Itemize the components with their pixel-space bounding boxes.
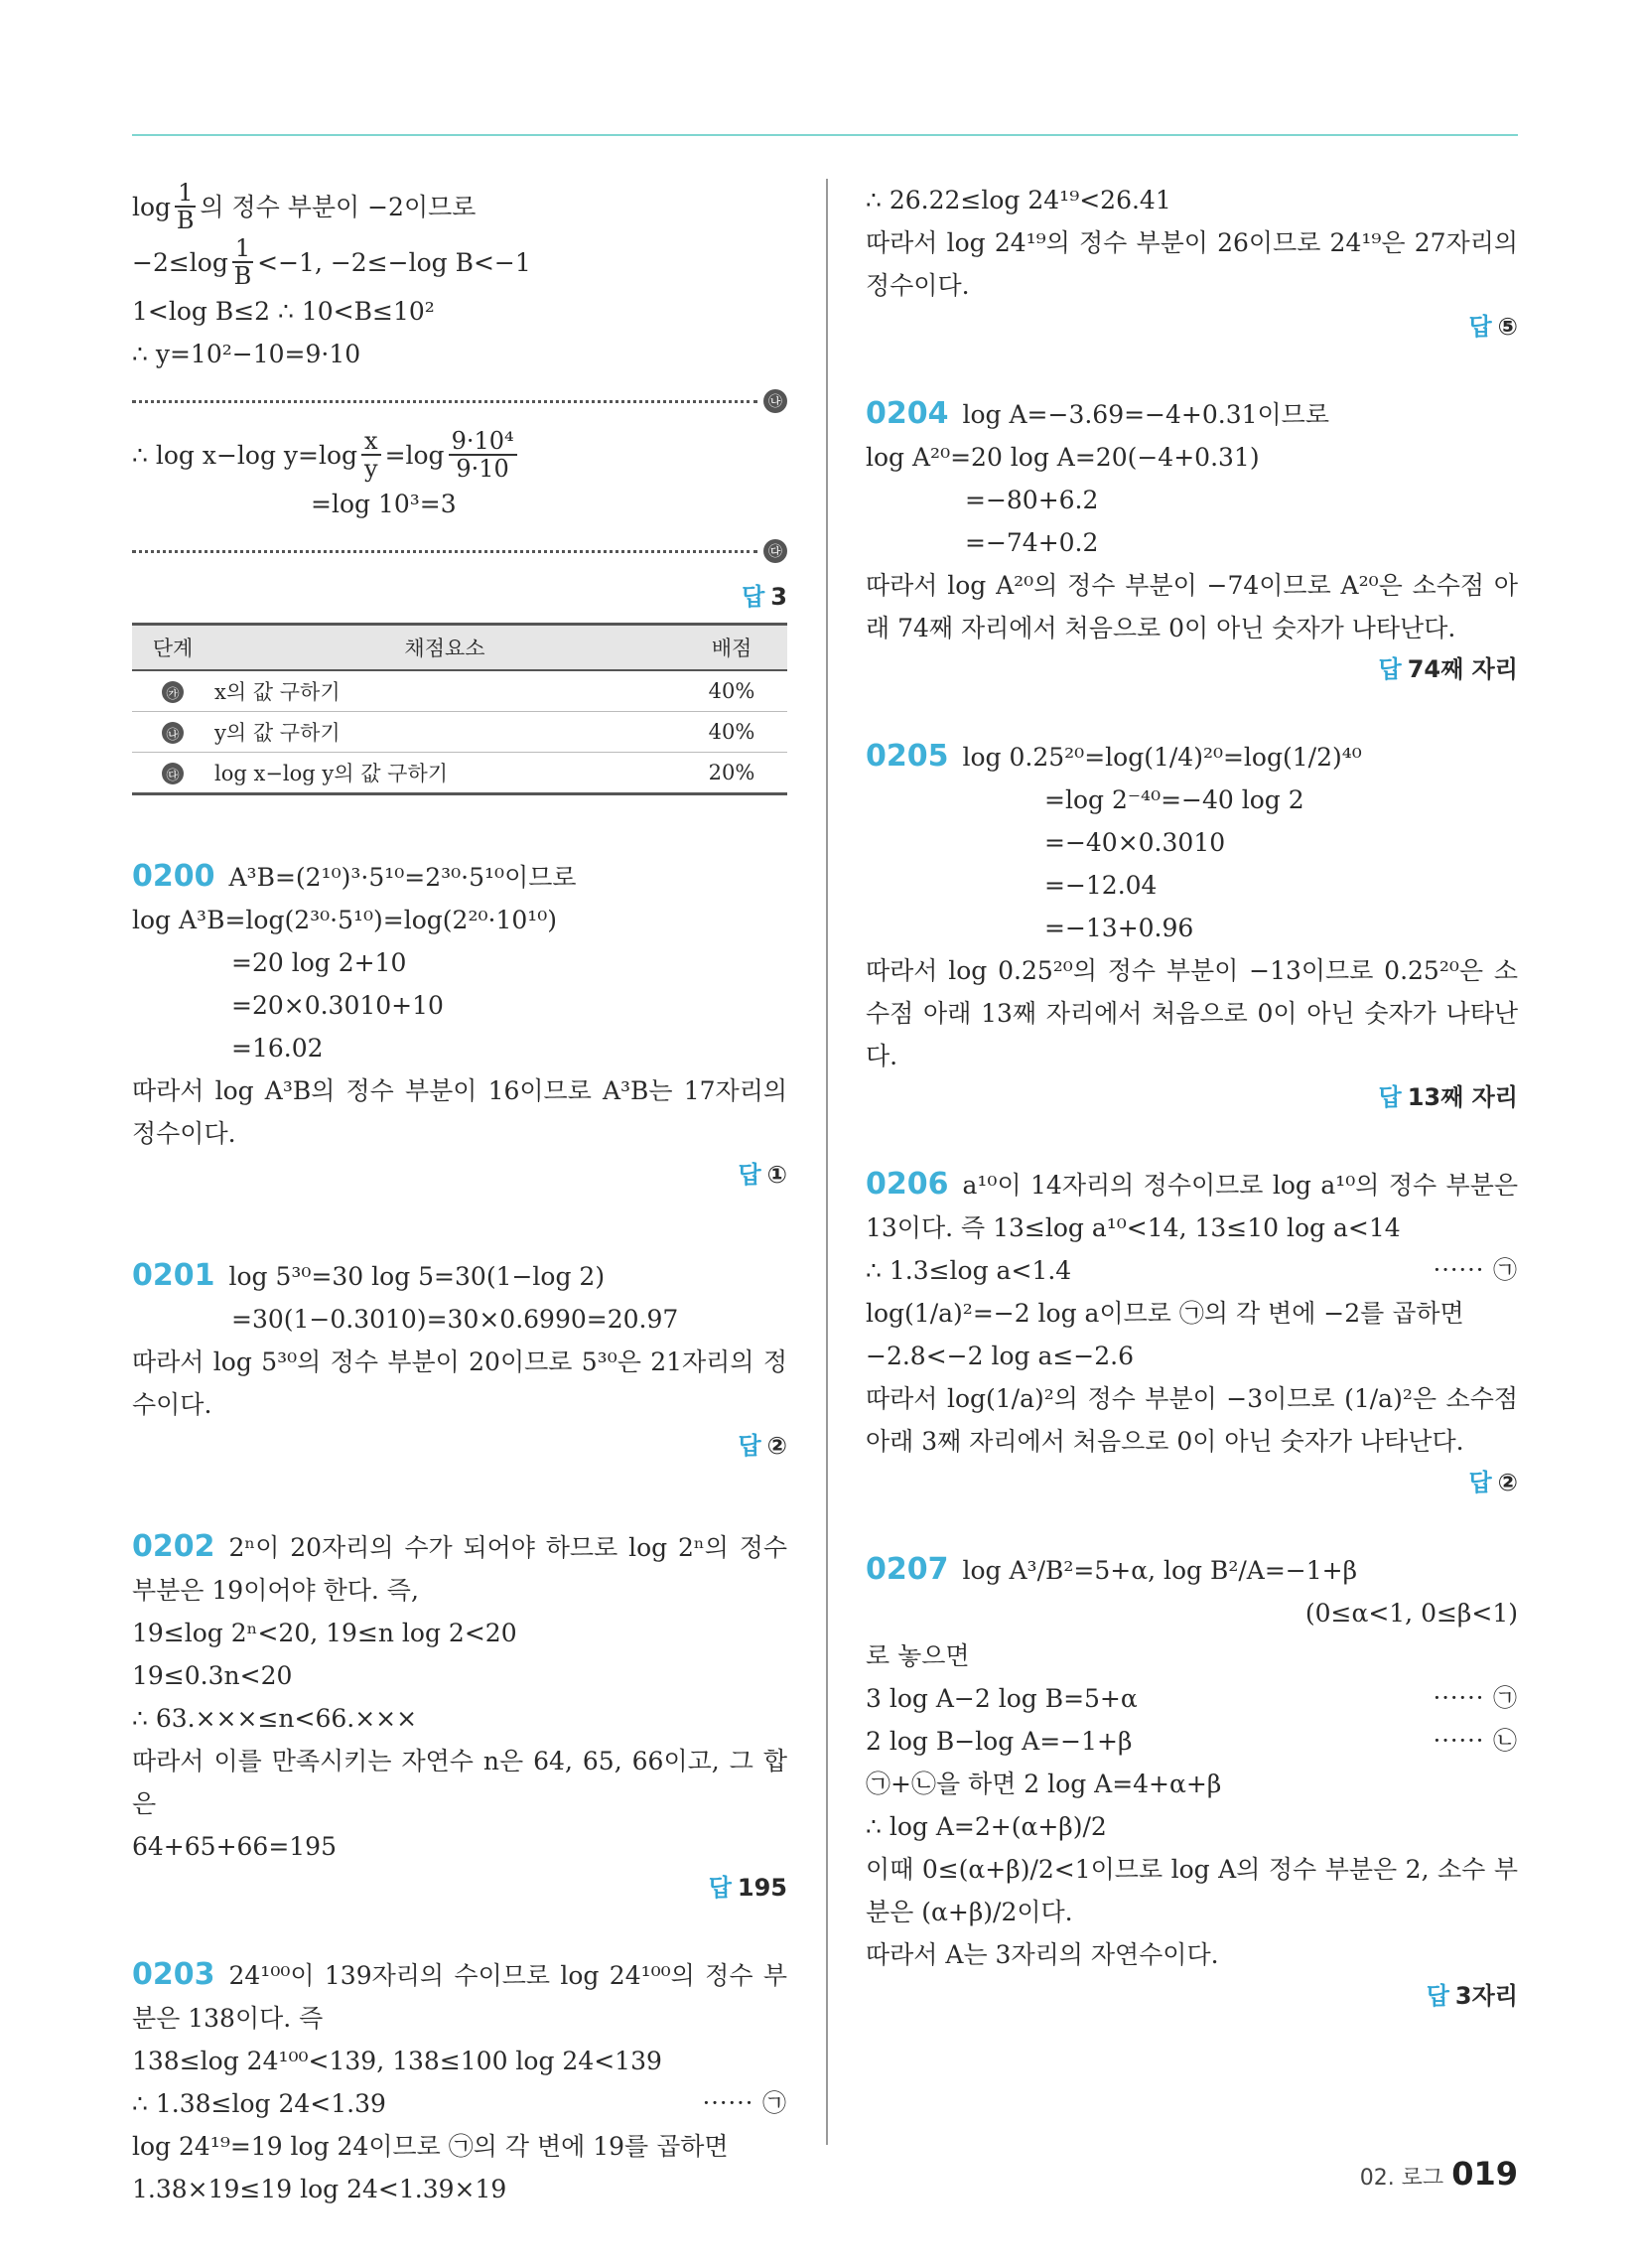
answer	[866, 1077, 1518, 1117]
text: ∴ 1.38≤log 24<1.39	[132, 2089, 386, 2118]
right-column	[866, 179, 1518, 2016]
problem-number: 0205	[866, 739, 949, 774]
solution-line: ∴ 63.×××≤n<66.×××	[132, 1704, 418, 1733]
text: log A³/B²=5+α, log B²/A=−1+β	[962, 1556, 1358, 1585]
column-header: 단계	[132, 625, 213, 671]
text: 의 정수 부분이 −2이므로	[200, 192, 477, 221]
table-cell	[132, 670, 213, 712]
table-cell: 40%	[676, 712, 787, 753]
answer-label: 답	[708, 1874, 732, 1902]
column-divider	[826, 179, 828, 2145]
problem-heading	[866, 735, 1518, 779]
solution-line: 로 놓으면	[866, 1641, 970, 1670]
problem-heading	[132, 1254, 787, 1298]
text: 3 log A−2 log B=5+α	[866, 1684, 1138, 1713]
solution-line	[132, 427, 787, 483]
problem-number: 0202	[132, 1529, 215, 1564]
answer-value: ②	[1497, 1469, 1518, 1496]
answer-value: 195	[737, 1874, 787, 1902]
equation-tag: ······ ㉠	[1433, 1684, 1518, 1712]
solution-line: log A³B=log(2³⁰·5¹⁰)=log(2²⁰·10¹⁰)	[132, 906, 558, 934]
problem-heading	[866, 1548, 1518, 1592]
solution-text: 따라서 이를 만족시키는 자연수 n은 64, 65, 66이고, 그 합은	[132, 1747, 787, 1818]
answer-label: 답	[738, 1161, 761, 1189]
scoring-table	[132, 623, 787, 795]
chapter-label: 02. 로그	[1359, 2166, 1444, 2191]
answer	[866, 1463, 1518, 1502]
text: ∴ 1.3≤log a<1.4	[866, 1256, 1072, 1285]
step-mark: ㉯	[763, 389, 787, 413]
column-header: 채점요소	[213, 625, 676, 671]
problem-number: 0201	[132, 1258, 215, 1293]
fraction	[232, 235, 253, 289]
solution-line: 138≤log 24¹⁰⁰<139, 138≤100 log 24<139	[132, 2047, 662, 2075]
numerator: x	[361, 428, 381, 456]
problem-heading	[866, 392, 1518, 436]
condition: (0≤α<1, 0≤β<1)	[1304, 1599, 1518, 1628]
spacer	[866, 1117, 1518, 1163]
solution-line: 19≤log 2ⁿ<20, 19≤n log 2<20	[132, 1619, 517, 1647]
solution-line: =−80+6.2	[965, 486, 1099, 514]
text: =log	[384, 440, 445, 470]
text: A³B=(2¹⁰)³·5¹⁰=2³⁰·5¹⁰이므로	[228, 863, 577, 892]
step-mark: ㉰	[763, 539, 787, 563]
answer-label: 답	[1378, 655, 1402, 683]
table-cell: log x−log y의 값 구하기	[213, 753, 676, 794]
fraction	[361, 428, 381, 482]
text: log	[132, 192, 172, 221]
solution-line: =log 2⁻⁴⁰=−40 log 2	[1044, 785, 1304, 814]
answer-label: 답	[1426, 1982, 1449, 2010]
solution-line: ∴ 26.22≤log 24¹⁹<26.41	[866, 186, 1171, 214]
solution-line: =16.02	[231, 1034, 324, 1063]
text: <−1, −2≤−log B<−1	[257, 247, 531, 277]
denominator: 9·10	[456, 455, 509, 483]
table-cell	[132, 712, 213, 753]
table-row	[132, 670, 787, 712]
denominator: B	[233, 262, 252, 290]
text: log 0.25²⁰=log(1/4)²⁰=log(1/2)⁴⁰	[962, 743, 1362, 772]
answer-value: 3	[770, 583, 787, 611]
denominator: y	[364, 455, 378, 483]
spacer	[132, 795, 787, 855]
problem-number: 0207	[866, 1552, 949, 1587]
fraction	[175, 180, 196, 233]
step-mark: ㉮	[162, 681, 184, 703]
dotted-line	[132, 400, 757, 403]
table-cell: y의 값 구하기	[213, 712, 676, 753]
solution-line: ∴ log A=2+(α+β)/2	[866, 1812, 1107, 1841]
problem-heading	[132, 855, 787, 899]
table-cell: 20%	[676, 753, 787, 794]
problem-heading	[866, 1163, 1518, 1249]
step-separator	[132, 383, 787, 419]
answer	[866, 1976, 1518, 2016]
solution-line: 따라서 A는 3자리의 자연수이다.	[866, 1940, 1219, 1969]
top-rule	[132, 134, 1518, 136]
solution-line: −2.8<−2 log a≤−2.6	[866, 1342, 1135, 1370]
step-mark: ㉯	[162, 722, 184, 744]
solution-line: 64+65+66=195	[132, 1832, 337, 1861]
table-row	[132, 753, 787, 794]
step-separator	[132, 533, 787, 569]
answer-label: 답	[1468, 313, 1492, 341]
answer-value: 3자리	[1454, 1982, 1518, 2010]
text: 2 log B−log A=−1+β	[866, 1727, 1133, 1756]
solution-line: log A²⁰=20 log A=20(−4+0.31)	[866, 443, 1260, 472]
spacer	[132, 1466, 787, 1525]
solution-line	[866, 1720, 1518, 1763]
answer-label: 답	[1468, 1469, 1492, 1496]
answer-value: ②	[766, 1432, 787, 1460]
solution-text: 따라서 log A²⁰의 정수 부분이 −74이므로 A²⁰은 소수점 아래 74째 자리에서 처음으로 0이 아닌 숫자가 나타난다.	[866, 571, 1518, 642]
solution-text: 따라서 log 24¹⁹의 정수 부분이 26이므로 24¹⁹은 27자리의 정수이다.	[866, 228, 1518, 300]
problem-number: 0203	[132, 1957, 215, 1992]
table-cell	[132, 753, 213, 794]
solution-line: =log 10³=3	[311, 490, 457, 518]
text: a¹⁰이 14자리의 정수이므로 log a¹⁰의 정수 부분은 13이다. 즉 13≤log a¹⁰<14, 13≤10 log a<14	[866, 1171, 1518, 1242]
answer-value: 13째 자리	[1407, 1083, 1518, 1111]
equation-tag: ······ ㉠	[702, 2089, 787, 2117]
text: log 5³⁰=30 log 5=30(1−log 2)	[228, 1262, 606, 1291]
solution-line: =20×0.3010+10	[231, 991, 444, 1020]
answer-value: 74째 자리	[1407, 655, 1518, 683]
denominator: B	[176, 207, 195, 234]
solution-text: 따라서 log(1/a)²의 정수 부분이 −3이므로 (1/a)²은 소수점 아래 3째 자리에서 처음으로 0이 아닌 숫자가 나타난다.	[866, 1384, 1518, 1456]
problem-number: 0204	[866, 396, 949, 431]
answer	[866, 307, 1518, 347]
table-row	[132, 712, 787, 753]
numerator: 1	[175, 180, 196, 208]
problem-heading	[132, 1953, 787, 2040]
answer-label: 답	[742, 583, 765, 611]
solution-text: 따라서 log A³B의 정수 부분이 16이므로 A³B는 17자리의 정수이다.	[132, 1076, 787, 1148]
numerator: 9·10⁴	[449, 428, 517, 456]
table-cell: 40%	[676, 670, 787, 712]
answer-label: 답	[738, 1432, 761, 1460]
step-mark: ㉰	[162, 763, 184, 784]
page-number: 019	[1451, 2155, 1518, 2193]
left-column	[132, 179, 787, 2210]
table-header-row	[132, 625, 787, 671]
solution-line: 19≤0.3n<20	[132, 1661, 293, 1690]
spacer	[132, 1908, 787, 1953]
text: log A=−3.69=−4+0.31이므로	[962, 400, 1329, 429]
problem-number: 0200	[132, 859, 215, 894]
numerator: 1	[232, 235, 253, 263]
solution-line	[866, 1249, 1518, 1292]
solution-text: 따라서 log 5³⁰의 정수 부분이 20이므로 5³⁰은 21자리의 정수이다.	[132, 1347, 787, 1419]
solution-line: log(1/a)²=−2 log a이므로 ㉠의 각 변에 −2를 곱하면	[866, 1299, 1464, 1328]
solution-line	[132, 234, 787, 290]
equation-tag: ······ ㉡	[1433, 1727, 1518, 1755]
fraction	[449, 428, 517, 482]
solution-line: 1<log B≤2 ∴ 10<B≤10²	[132, 297, 435, 326]
page-footer	[1360, 2155, 1518, 2193]
answer	[132, 1868, 787, 1908]
solution-line: =−13+0.96	[1044, 914, 1194, 942]
problem-heading	[132, 1525, 787, 1612]
column-header: 배점	[676, 625, 787, 671]
answer	[866, 649, 1518, 689]
solution-text: 따라서 log 0.25²⁰의 정수 부분이 −13이므로 0.25²⁰은 소수점 아래 13째 자리에서 처음으로 0이 아닌 숫자가 나타난다.	[866, 956, 1518, 1070]
spacer	[866, 347, 1518, 392]
dotted-line	[132, 550, 757, 553]
solution-line: log 24¹⁹=19 log 24이므로 ㉠의 각 변에 19를 곱하면	[132, 2132, 729, 2161]
solution-line: =30(1−0.3010)=30×0.6990=20.97	[231, 1305, 679, 1334]
solution-line: 1.38×19≤19 log 24<1.39×19	[132, 2175, 507, 2203]
answer	[132, 1426, 787, 1466]
table-cell: x의 값 구하기	[213, 670, 676, 712]
solution-line: ㉠+㉡을 하면 2 log A=4+α+β	[866, 1770, 1222, 1798]
answer-label: 답	[1378, 1083, 1402, 1111]
text: ∴ log x−log y=log	[132, 440, 358, 470]
solution-line: =−12.04	[1044, 871, 1158, 900]
solution-text: 이때 0≤(α+β)/2<1이므로 log A의 정수 부분은 2, 소수 부분은 (α+β)/2이다.	[866, 1855, 1518, 1926]
answer	[132, 1155, 787, 1195]
solution-line	[132, 179, 787, 234]
solution-line: ∴ y=10²−10=9·10	[132, 340, 361, 368]
text: −2≤log	[132, 247, 228, 277]
solution-line	[866, 1677, 1518, 1720]
answer-value: ⑤	[1497, 313, 1518, 341]
solution-line: =20 log 2+10	[231, 948, 407, 977]
solution-line	[132, 2082, 787, 2125]
equation-tag: ······ ㉠	[1433, 1256, 1518, 1284]
answer-value: ①	[766, 1161, 787, 1189]
spacer	[866, 689, 1518, 735]
solution-line: =−40×0.3010	[1044, 828, 1226, 857]
solution-line: =−74+0.2	[965, 528, 1099, 557]
text: 2ⁿ이 20자리의 수가 되어야 하므로 log 2ⁿ의 정수 부분은 19이어야 한다. 즉,	[132, 1533, 787, 1605]
text: 24¹⁰⁰이 139자리의 수이므로 log 24¹⁰⁰의 정수 부분은 138이다. 즉	[132, 1961, 787, 2033]
problem-number: 0206	[866, 1167, 949, 1202]
spacer	[132, 1195, 787, 1254]
spacer	[866, 1502, 1518, 1548]
answer	[132, 577, 787, 617]
